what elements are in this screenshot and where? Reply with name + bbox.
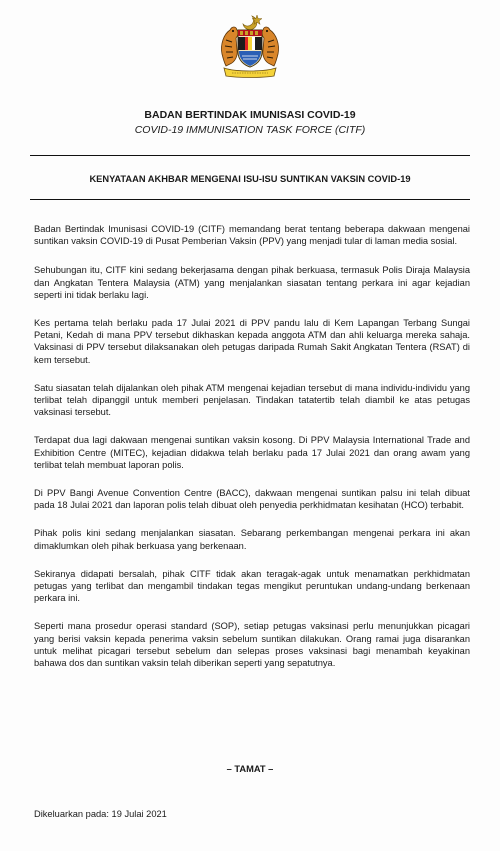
issued-date: Dikeluarkan pada: 19 Julai 2021 (34, 809, 167, 819)
paragraph: Sehubungan itu, CITF kini sedang bekerjasama dengan pihak berkuasa, termasuk Polis Diraja Malaysia dan Angkatan Tentera Malaysia (ATM) yang menjalankan siasatan tentang perkara ini agar kejadian seperti ini tidak berlaku lagi. (34, 265, 470, 300)
paragraph: Sekiranya didapati bersalah, pihak CITF tidak akan teragak-agak untuk menamatkan perkhidmatan petugas yang terlibat dan mengambil tindakan tegas mengikut peruntukan undang-undang berkenaan perkara ini. (34, 568, 470, 604)
paragraph: Seperti mana prosedur operasi standard (SOP), setiap petugas vaksinasi perlu menunjukkan picagari yang berisi vaksin kepada penerima vaksin sebelum suntikan dilakukan. Orang ramai juga disarankan untuk melihat picagari tersebut sebelum dan selepas proses vaksinasi bagi menambah keyakinan bahawa dos dan suntikan vaksin telah diberikan seperti yang sepatutnya. (34, 621, 470, 669)
press-statement-title: KENYATAAN AKHBAR MENGENAI ISU-ISU SUNTIKAN VAKSIN COVID-19 (89, 174, 411, 184)
divider-top (30, 155, 470, 156)
paragraph: Pihak polis kini sedang menjalankan siasatan. Sebarang perkembangan mengenai perkara ini akan dimaklumkan oleh pihak berkuasa yang berkenaan. (34, 528, 470, 551)
org-name-english: COVID-19 IMMUNISATION TASK FORCE (CITF) (134, 124, 366, 136)
paragraph: Di PPV Bangi Avenue Convention Centre (BACC), dakwaan mengenai suntikan palsu ini telah dibuat pada 18 Julai 2021 dan laporan polis telah dibuat oleh penyedia perkhidmatan kesihatan (HCO) terbabit. (34, 488, 470, 511)
paragraph: Terdapat dua lagi dakwaan mengenai suntikan vaksin kosong. Di PPV Malaysia International Trade and Exhibition Centre (MITEC), kejadian didakwa telah berlaku pada 17 Julai 2021 dan orang awam yang terlibat telah membuat laporan polis. (34, 435, 470, 470)
paragraph: Kes pertama telah berlaku pada 17 Julai 2021 di PPV pandu lalu di Kem Lapangan Terbang Sungai Petani, Kedah di mana PPV tersebut dikhaskan kepada anggota ATM dan ahli keluarga mereka sahaja. Vaksinasi di PPV tersebut dilaksanakan oleh petugas daripada Rumah Sakit Angkatan Tentera (RSAT) di kem tersebut. (34, 318, 470, 365)
org-name: BADAN BERTINDAK IMUNISASI COVID-19 (144, 109, 356, 121)
statement-body (34, 223, 470, 685)
paragraph: Badan Bertindak Imunisasi COVID-19 (CITF) memandang berat tentang beberapa dakwaan mengenai suntikan vaksin COVID-19 di Pusat Pemberian Vaksin (PPV) yang menjadi tular di laman media sosial. (34, 224, 470, 247)
end-marker: – TAMAT – (226, 764, 274, 774)
coat-of-arms-emblem (218, 10, 282, 78)
divider-bottom (30, 199, 470, 200)
paragraph: Satu siasatan telah dijalankan oleh pihak ATM mengenai kejadian tersebut di mana individu-individu yang terlibat telah dipanggil untuk memberi penjelasan. Tindakan tatatertib telah diambil ke atas petugas vaksinasi tersebut. (34, 382, 470, 418)
